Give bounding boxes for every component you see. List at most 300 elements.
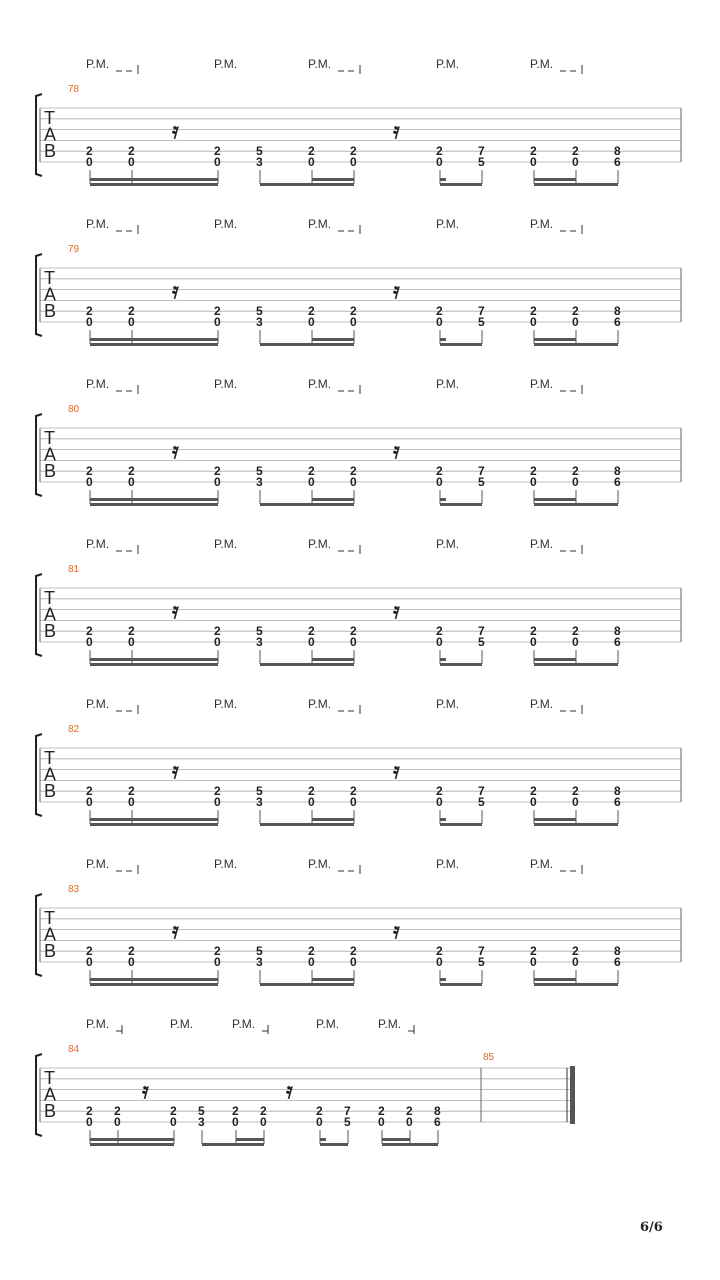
palm-mute-marking: P.M.	[378, 1017, 402, 1031]
palm-mute-marking: P.M.	[214, 57, 238, 71]
beam-secondary	[90, 178, 218, 181]
fret-number: 0	[316, 1115, 323, 1129]
sixteenth-rest: 𝄿	[393, 918, 400, 944]
sixteenth-rest: 𝄿	[172, 758, 179, 784]
tab-clef-letter: A	[44, 444, 57, 465]
beam-secondary	[440, 818, 446, 821]
fret-number: 0	[86, 155, 93, 169]
fret-number: 8	[614, 944, 621, 959]
palm-mute-marking: P.M.	[86, 697, 110, 711]
fret-number: 0	[436, 795, 443, 809]
sixteenth-rest: 𝄿	[142, 1078, 149, 1104]
tab-clef-letter: T	[44, 748, 55, 768]
sixteenth-rest: 𝄿	[393, 278, 400, 304]
beam	[260, 183, 354, 186]
fret-number: 2	[214, 784, 221, 799]
palm-mute-marking: P.M.	[436, 857, 460, 871]
fret-number: 0	[214, 155, 221, 169]
fret-number: 0	[86, 475, 93, 489]
fret-number: 2	[572, 944, 579, 959]
tab-clef-letter: A	[44, 604, 57, 625]
fret-number: 0	[350, 955, 357, 969]
tab-clef-letter: A	[44, 1084, 57, 1105]
fret-number: 5	[478, 155, 485, 169]
fret-number: 5	[198, 1104, 205, 1119]
palm-mute-marking: P.M.	[308, 377, 332, 391]
fret-number: 0	[572, 475, 579, 489]
beam-secondary	[534, 658, 576, 661]
palm-mute-marking: P.M.	[530, 217, 554, 231]
fret-number: 2	[436, 304, 443, 319]
fret-number: 2	[308, 304, 315, 319]
beam	[534, 343, 618, 346]
beam	[534, 503, 618, 506]
tab-clef-letter: A	[44, 284, 57, 305]
fret-number: 2	[572, 784, 579, 799]
fret-number: 5	[256, 464, 263, 479]
beam	[90, 1143, 174, 1146]
palm-mute-marking: P.M.	[214, 217, 238, 231]
fret-number: 2	[214, 624, 221, 639]
fret-number: 2	[530, 144, 537, 159]
beam	[382, 1143, 438, 1146]
fret-number: 2	[572, 304, 579, 319]
palm-mute-marking: P.M.	[170, 1017, 194, 1031]
system-bracket	[36, 1054, 42, 1136]
tab-clef-letter: B	[44, 1101, 57, 1121]
sixteenth-rest: 𝄿	[172, 598, 179, 624]
fret-number: 2	[350, 144, 357, 159]
fret-number: 6	[614, 155, 621, 169]
fret-number: 2	[128, 944, 135, 959]
fret-number: 0	[436, 475, 443, 489]
beam	[534, 983, 618, 986]
fret-number: 0	[572, 155, 579, 169]
fret-number: 2	[86, 624, 93, 639]
fret-number: 5	[256, 784, 263, 799]
fret-number: 2	[530, 464, 537, 479]
fret-number: 2	[572, 624, 579, 639]
palm-mute-marking: P.M.	[530, 697, 554, 711]
fret-number: 2	[128, 784, 135, 799]
fret-number: 8	[614, 464, 621, 479]
fret-number: 2	[406, 1104, 413, 1119]
fret-number: 5	[478, 795, 485, 809]
fret-number: 7	[478, 304, 485, 319]
fret-number: 7	[478, 144, 485, 159]
fret-number: 0	[170, 1115, 177, 1129]
tab-system	[36, 57, 681, 186]
sixteenth-rest: 𝄿	[172, 278, 179, 304]
beam	[90, 983, 218, 986]
fret-number: 0	[530, 155, 537, 169]
fret-number: 0	[350, 635, 357, 649]
measure-number: 84	[68, 1044, 80, 1055]
fret-number: 7	[478, 464, 485, 479]
fret-number: 8	[614, 784, 621, 799]
tab-system-final	[36, 1017, 575, 1146]
tab-clef-letter: T	[44, 268, 55, 288]
tab-clef-letter: B	[44, 141, 57, 161]
fret-number: 2	[86, 144, 93, 159]
fret-number: 6	[614, 475, 621, 489]
beam-secondary	[90, 978, 218, 981]
fret-number: 2	[232, 1104, 239, 1119]
fret-number: 2	[214, 464, 221, 479]
system-bracket	[36, 734, 42, 816]
fret-number: 2	[530, 304, 537, 319]
fret-number: 0	[86, 635, 93, 649]
sixteenth-rest: 𝄿	[172, 118, 179, 144]
palm-mute-marking: P.M.	[214, 857, 238, 871]
system-bracket	[36, 894, 42, 976]
fret-number: 0	[214, 635, 221, 649]
beam	[440, 823, 482, 826]
fret-number: 2	[350, 624, 357, 639]
sixteenth-rest: 𝄿	[172, 438, 179, 464]
palm-mute-marking: P.M.	[530, 857, 554, 871]
fret-number: 2	[572, 464, 579, 479]
fret-number: 2	[86, 1104, 93, 1119]
fret-number: 2	[350, 464, 357, 479]
fret-number: 2	[316, 1104, 323, 1119]
fret-number: 2	[308, 944, 315, 959]
sixteenth-rest: 𝄿	[286, 1078, 293, 1104]
fret-number: 5	[344, 1115, 351, 1129]
beam-secondary	[534, 978, 576, 981]
fret-number: 2	[214, 944, 221, 959]
beam	[260, 983, 354, 986]
palm-mute-marking: P.M.	[86, 57, 110, 71]
fret-number: 0	[128, 155, 135, 169]
palm-mute-marking: P.M.	[436, 377, 460, 391]
tab-clef-letter: T	[44, 908, 55, 928]
fret-number: 0	[128, 955, 135, 969]
fret-number: 2	[214, 144, 221, 159]
fret-number: 2	[350, 304, 357, 319]
palm-mute-marking: P.M.	[214, 697, 238, 711]
tab-clef-letter: B	[44, 941, 57, 961]
measure-number: 83	[68, 884, 80, 895]
beam	[260, 663, 354, 666]
fret-number: 2	[86, 784, 93, 799]
fret-number: 0	[214, 315, 221, 329]
measure-number: 79	[68, 244, 80, 255]
measure-number: 78	[68, 84, 80, 95]
palm-mute-marking: P.M.	[530, 57, 554, 71]
fret-number: 2	[128, 464, 135, 479]
beam	[202, 1143, 264, 1146]
final-barline-thick	[570, 1066, 575, 1124]
palm-mute-marking: P.M.	[214, 377, 238, 391]
beam-secondary	[440, 338, 446, 341]
palm-mute-marking: P.M.	[86, 377, 110, 391]
palm-mute-marking: P.M.	[86, 857, 110, 871]
tab-system	[36, 857, 681, 986]
fret-number: 2	[530, 784, 537, 799]
fret-number: 0	[86, 795, 93, 809]
fret-number: 0	[378, 1115, 385, 1129]
fret-number: 3	[256, 795, 263, 809]
fret-number: 0	[260, 1115, 267, 1129]
fret-number: 2	[308, 464, 315, 479]
tab-clef-letter: B	[44, 621, 57, 641]
fret-number: 0	[308, 955, 315, 969]
fret-number: 2	[214, 304, 221, 319]
beam	[534, 183, 618, 186]
beam	[440, 983, 482, 986]
fret-number: 3	[256, 955, 263, 969]
fret-number: 6	[614, 955, 621, 969]
tab-clef-letter: A	[44, 124, 57, 145]
fret-number: 2	[572, 144, 579, 159]
beam-secondary	[534, 818, 576, 821]
fret-number: 0	[350, 475, 357, 489]
system-bracket	[36, 414, 42, 496]
beam-secondary	[312, 338, 354, 341]
tab-clef-letter: B	[44, 461, 57, 481]
tab-clef-letter: A	[44, 764, 57, 785]
beam-secondary	[312, 178, 354, 181]
tab-clef-letter: B	[44, 301, 57, 321]
fret-number: 0	[114, 1115, 121, 1129]
beam-secondary	[320, 1138, 326, 1141]
fret-number: 2	[260, 1104, 267, 1119]
palm-mute-marking: P.M.	[232, 1017, 256, 1031]
fret-number: 3	[256, 315, 263, 329]
fret-number: 7	[344, 1104, 351, 1119]
beam-secondary	[90, 338, 218, 341]
fret-number: 0	[128, 795, 135, 809]
palm-mute-marking: P.M.	[86, 217, 110, 231]
fret-number: 5	[478, 315, 485, 329]
fret-number: 5	[256, 944, 263, 959]
beam-secondary	[440, 658, 446, 661]
fret-number: 2	[530, 944, 537, 959]
fret-number: 8	[614, 144, 621, 159]
palm-mute-marking: P.M.	[530, 537, 554, 551]
fret-number: 0	[530, 475, 537, 489]
fret-number: 5	[478, 475, 485, 489]
fret-number: 3	[256, 475, 263, 489]
tab-clef-letter: T	[44, 428, 55, 448]
beam	[90, 503, 218, 506]
beam-secondary	[90, 818, 218, 821]
tab-clef-letter: B	[44, 781, 57, 801]
fret-number: 0	[350, 795, 357, 809]
fret-number: 5	[256, 624, 263, 639]
measure-number: 82	[68, 724, 80, 735]
beam	[440, 183, 482, 186]
measure-number: 80	[68, 404, 80, 415]
fret-number: 0	[128, 315, 135, 329]
fret-number: 2	[436, 464, 443, 479]
fret-number: 2	[436, 784, 443, 799]
fret-number: 0	[436, 955, 443, 969]
fret-number: 2	[86, 944, 93, 959]
sixteenth-rest: 𝄿	[393, 438, 400, 464]
fret-number: 8	[614, 304, 621, 319]
fret-number: 7	[478, 944, 485, 959]
fret-number: 8	[614, 624, 621, 639]
fret-number: 2	[86, 304, 93, 319]
beam	[534, 663, 618, 666]
fret-number: 0	[128, 475, 135, 489]
fret-number: 2	[128, 624, 135, 639]
palm-mute-marking: P.M.	[436, 537, 460, 551]
fret-number: 8	[434, 1104, 441, 1119]
fret-number: 0	[572, 635, 579, 649]
palm-mute-marking: P.M.	[436, 697, 460, 711]
tab-clef-letter: T	[44, 108, 55, 128]
page-number: 6/6	[640, 1220, 663, 1235]
fret-number: 0	[350, 315, 357, 329]
fret-number: 5	[478, 635, 485, 649]
beam-secondary	[440, 498, 446, 501]
fret-number: 0	[572, 955, 579, 969]
beam	[90, 183, 218, 186]
beam-secondary	[440, 978, 446, 981]
beam	[260, 343, 354, 346]
beam-secondary	[534, 498, 576, 501]
fret-number: 0	[406, 1115, 413, 1129]
beam-secondary	[312, 658, 354, 661]
fret-number: 0	[86, 1115, 93, 1129]
palm-mute-marking: P.M.	[316, 1017, 340, 1031]
fret-number: 2	[308, 784, 315, 799]
palm-mute-marking: P.M.	[308, 217, 332, 231]
system-bracket	[36, 254, 42, 336]
sixteenth-rest: 𝄿	[172, 918, 179, 944]
beam-secondary	[312, 978, 354, 981]
fret-number: 0	[530, 635, 537, 649]
palm-mute-marking: P.M.	[214, 537, 238, 551]
fret-number: 0	[86, 955, 93, 969]
beam-secondary	[312, 498, 354, 501]
fret-number: 0	[308, 795, 315, 809]
fret-number: 3	[256, 155, 263, 169]
beam-secondary	[90, 498, 218, 501]
fret-number: 0	[308, 475, 315, 489]
system-bracket	[36, 94, 42, 176]
beam	[260, 503, 354, 506]
palm-mute-marking: P.M.	[308, 857, 332, 871]
fret-number: 0	[436, 155, 443, 169]
fret-number: 2	[86, 464, 93, 479]
fret-number: 0	[436, 635, 443, 649]
fret-number: 5	[478, 955, 485, 969]
fret-number: 6	[614, 795, 621, 809]
measure-number: 81	[68, 564, 80, 575]
system-bracket	[36, 574, 42, 656]
beam	[440, 503, 482, 506]
beam-secondary	[534, 338, 576, 341]
tab-system	[36, 697, 681, 826]
beam	[90, 663, 218, 666]
beam	[90, 343, 218, 346]
fret-number: 0	[214, 795, 221, 809]
beam	[90, 823, 218, 826]
fret-number: 0	[530, 795, 537, 809]
measure-number: 85	[483, 1052, 495, 1063]
palm-mute-marking: P.M.	[308, 697, 332, 711]
palm-mute-marking: P.M.	[308, 57, 332, 71]
sixteenth-rest: 𝄿	[393, 598, 400, 624]
tab-system	[36, 377, 681, 506]
beam	[534, 823, 618, 826]
fret-number: 2	[170, 1104, 177, 1119]
fret-number: 2	[128, 144, 135, 159]
fret-number: 2	[530, 624, 537, 639]
tab-clef-letter: T	[44, 588, 55, 608]
fret-number: 2	[436, 624, 443, 639]
sixteenth-rest: 𝄿	[393, 118, 400, 144]
fret-number: 3	[198, 1115, 205, 1129]
fret-number: 2	[436, 944, 443, 959]
fret-number: 3	[256, 635, 263, 649]
sixteenth-rest: 𝄿	[393, 758, 400, 784]
fret-number: 2	[436, 144, 443, 159]
fret-number: 0	[436, 315, 443, 329]
beam-secondary	[382, 1138, 410, 1141]
fret-number: 0	[308, 315, 315, 329]
fret-number: 2	[350, 944, 357, 959]
fret-number: 2	[350, 784, 357, 799]
tab-system	[36, 217, 681, 346]
tab-clef-letter: T	[44, 1068, 55, 1088]
beam-secondary	[534, 178, 576, 181]
fret-number: 0	[530, 955, 537, 969]
fret-number: 0	[232, 1115, 239, 1129]
fret-number: 2	[128, 304, 135, 319]
fret-number: 0	[128, 635, 135, 649]
fret-number: 2	[308, 624, 315, 639]
fret-number: 7	[478, 624, 485, 639]
palm-mute-marking: P.M.	[86, 537, 110, 551]
fret-number: 0	[214, 955, 221, 969]
fret-number: 6	[614, 635, 621, 649]
beam	[440, 663, 482, 666]
fret-number: 2	[378, 1104, 385, 1119]
palm-mute-marking: P.M.	[530, 377, 554, 391]
fret-number: 0	[308, 155, 315, 169]
palm-mute-marking: P.M.	[436, 57, 460, 71]
beam-secondary	[236, 1138, 264, 1141]
tab-system	[36, 537, 681, 666]
fret-number: 0	[350, 155, 357, 169]
fret-number: 0	[86, 315, 93, 329]
palm-mute-marking: P.M.	[436, 217, 460, 231]
beam-secondary	[312, 818, 354, 821]
fret-number: 0	[572, 315, 579, 329]
fret-number: 0	[530, 315, 537, 329]
beam-secondary	[90, 1138, 174, 1141]
beam-secondary	[440, 178, 446, 181]
tab-clef-letter: A	[44, 924, 57, 945]
palm-mute-marking: P.M.	[308, 537, 332, 551]
fret-number: 0	[572, 795, 579, 809]
fret-number: 7	[478, 784, 485, 799]
fret-number: 6	[434, 1115, 441, 1129]
fret-number: 5	[256, 144, 263, 159]
fret-number: 2	[114, 1104, 121, 1119]
beam	[440, 343, 482, 346]
fret-number: 0	[214, 475, 221, 489]
fret-number: 0	[308, 635, 315, 649]
fret-number: 5	[256, 304, 263, 319]
palm-mute-marking: P.M.	[86, 1017, 110, 1031]
fret-number: 6	[614, 315, 621, 329]
